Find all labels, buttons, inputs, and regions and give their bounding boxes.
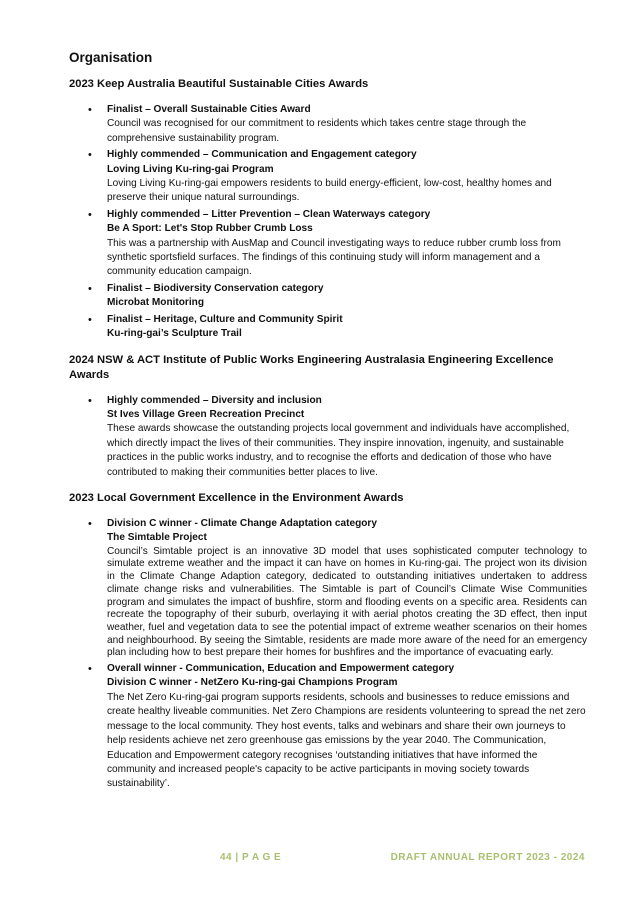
bullet-icon: • xyxy=(88,104,92,116)
award-section xyxy=(69,353,587,480)
award-item xyxy=(69,282,587,311)
award-project-name: Ku-ring-gai’s Sculpture Trail xyxy=(107,328,242,340)
section-title: 2024 NSW & ACT Institute of Public Works Engineering Australasia Engineering Excellence Awards xyxy=(69,353,554,381)
award-description: Loving Living Ku-ring-gai empowers residents to build energy-efficient, low-cost, healthy homes and preserve their unique natural surroundings. xyxy=(107,178,552,204)
footer-page-number: 44 | P A G E xyxy=(220,852,282,863)
award-heading: Finalist – Heritage, Culture and Community Spirit xyxy=(107,313,343,325)
bullet-icon: • xyxy=(88,149,92,162)
award-section xyxy=(69,491,587,792)
award-item xyxy=(69,313,587,342)
document-body xyxy=(69,50,587,803)
award-list xyxy=(69,394,587,480)
award-description: Council’s Simtable project is an innovative 3D model that uses sophisticated computer technology to simulate extreme weather and the impact it can have on homes in Ku-ring-gai. The project won its division in the Climate Change Adaption category, dedicated to outstanding initiatives undertaken to address climate change risks and vulnerabilities. The Simtable is part of Council’s Climate Wise Communities program and simulates the impact of bushfire, storm and flooding events on a specific area. Residents can recreate the topography of their suburb, overlaying it with aerial photos creating the 3D effect, then input weather, fuel and vegetation data to see the potential impact of extreme weather scenarios on their homes and neighbourhood. By seeing the Simtable, residents are made more aware of the need for an emergency plan including how to best prepare their homes for bushfires and the importance of evacuating early. xyxy=(107,545,587,659)
section-title: 2023 Keep Australia Beautiful Sustainable Cities Awards xyxy=(69,78,369,90)
award-heading: Highly commended – Communication and Engagement category xyxy=(107,149,417,161)
award-item xyxy=(69,148,587,206)
award-section xyxy=(69,77,587,342)
award-description: This was a partnership with AusMap and Council investigating ways to reduce rubber crumb loss from synthetic sportsfield surfaces. The findings of this continuing study will inform management and a community education campaign. xyxy=(107,237,561,278)
award-project-name: The Simtable Project xyxy=(107,532,207,544)
award-project-name: Division C winner - NetZero Ku-ring-gai Champions Program xyxy=(107,677,398,689)
award-project-name: Loving Living Ku-ring-gai Program xyxy=(107,163,274,175)
award-heading: Highly commended – Litter Prevention – Clean Waterways category xyxy=(107,208,431,220)
award-heading: Overall winner - Communication, Education and Empowerment category xyxy=(107,663,455,675)
award-item xyxy=(69,208,587,280)
bullet-icon: • xyxy=(88,208,92,221)
award-project-name: Be A Sport: Let's Stop Rubber Crumb Loss xyxy=(107,223,313,235)
award-heading: Finalist – Biodiversity Conservation category xyxy=(107,282,324,294)
award-list xyxy=(69,103,587,342)
award-list xyxy=(69,517,587,792)
award-heading: Division C winner - Climate Change Adaptation category xyxy=(107,517,377,529)
award-project-name: Microbat Monitoring xyxy=(107,297,204,309)
page-heading: Organisation xyxy=(69,50,153,65)
award-heading: Finalist – Overall Sustainable Cities Award xyxy=(107,104,311,115)
award-item xyxy=(69,103,587,146)
section-title: 2023 Local Government Excellence in the Environment Awards xyxy=(69,491,404,504)
award-description: These awards showcase the outstanding projects local government and individuals have accomplished, which directly impact the lives of their communities. They inspire innovation, ingenuity, and sustainable practices in the public works industry, and to recognise the efforts and dedication of those who have contributed to making their communities better places to live. xyxy=(107,423,570,478)
bullet-icon: • xyxy=(88,663,92,676)
award-item xyxy=(69,394,587,480)
award-project-name: St Ives Village Green Recreation Precinct xyxy=(107,408,305,420)
award-item xyxy=(69,517,587,660)
footer-report-title: DRAFT ANNUAL REPORT 2023 - 2024 xyxy=(390,852,585,863)
award-sections xyxy=(69,77,587,792)
award-description: Council was recognised for our commitment to residents which takes centre stage through the comprehensive sustainability program. xyxy=(107,118,527,144)
award-description: The Net Zero Ku-ring-gai program supports residents, schools and businesses to reduce emissions and create healthy liveable communities. Net Zero Champions are residents volunteering to spread the net zero message to the local community. They host events, talks and webinars and share their own journeys to help residents achieve net zero greenhouse gas emissions by the year 2040. The Communication, Education and Empowerment category recognises ‘outstanding initiatives that have informed the community and increased people's capacity to be active participants in moving society towards sustainability’. xyxy=(107,691,586,790)
award-item xyxy=(69,662,587,792)
bullet-icon: • xyxy=(88,313,92,326)
bullet-icon: • xyxy=(88,517,92,530)
bullet-icon: • xyxy=(88,394,92,407)
bullet-icon: • xyxy=(88,282,92,295)
award-heading: Highly commended – Diversity and inclusion xyxy=(107,394,322,406)
